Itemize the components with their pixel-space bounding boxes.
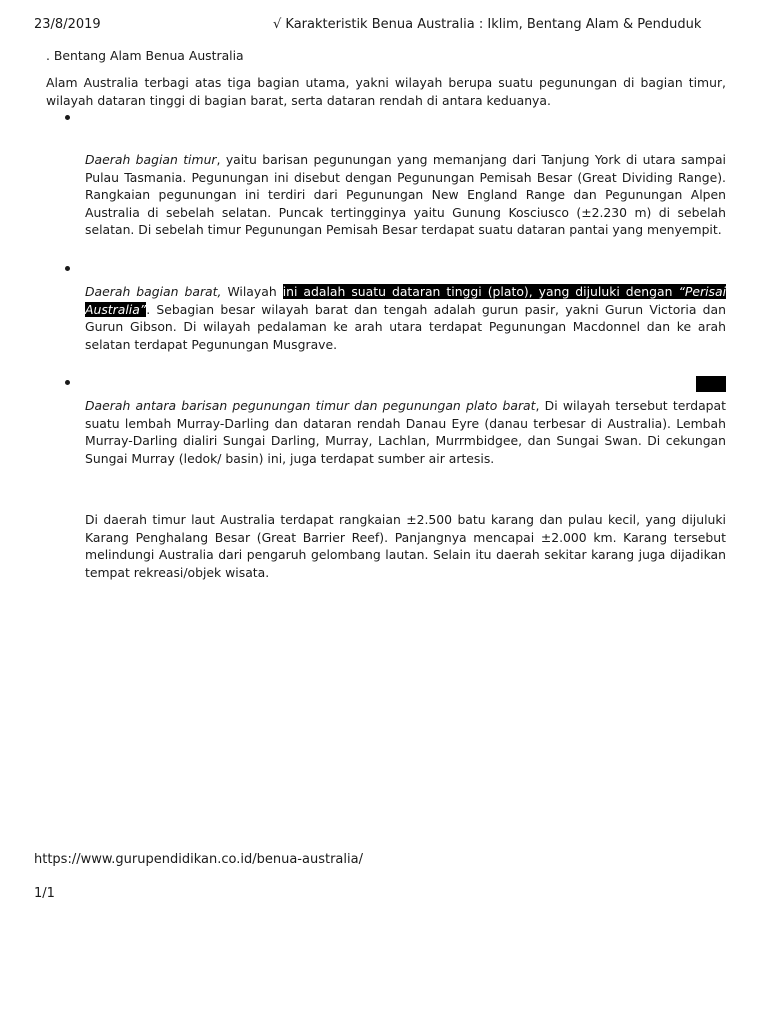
item-text: , yaitu barisan pegunungan yang memanjang dari Tanjung York di utara sampai Pulau Tasmania. Pegunungan ini disebut dengan Pegunungan Pemisah Besar (Great Dividing Range). Rangkaian pegunungan ini terdiri dari Pegunungan New England Range dan Pegunungan Alpen Australia di sebelah selatan. Puncak tertingginya yaitu Gunung Kosciusco (±2.230 m) di sebelah selatan. Di sebelah timur Pegunungan Pemisah Besar terdapat suatu dataran pantai yang menyempit. (85, 152, 726, 238)
item-text: , Di wilayah tersebut terdapat suatu lembah Murray-Darling dan dataran rendah Danau Eyre (danau terbesar di Australia). Lembah Murray-Darling dialiri Sungai Darling, Murray, Lachlan, Murrmbidgee, dan Sungai Swan. Di cekungan Sungai Murray (ledok/ basin) ini, juga terdapat sumber air artesis. (85, 398, 726, 466)
bullet-marker (65, 115, 73, 123)
bullet-marker (65, 266, 73, 274)
list-item-middle (85, 397, 726, 467)
intro-paragraph: Alam Australia terbagi atas tiga bagian utama, yakni wilayah berupa suatu pegunungan di bagian timur, wilayah dataran tinggi di bagian barat, serta dataran rendah di antara keduanya. (46, 75, 726, 108)
bullet-marker (65, 380, 73, 388)
list-item-west (85, 283, 726, 353)
item-text: . Sebagian besar wilayah barat dan tengah adalah gurun pasir, yakni Gurun Victoria dan Gurun Gibson. Di wilayah pedalaman ke arah utara terdapat Pegunungan Macdonnel dan ke arah selatan terdapat Pegunungan Musgrave. (85, 301, 726, 352)
page-number: 1/1 (34, 886, 55, 901)
redaction-box (696, 376, 726, 392)
highlighted-em-text: “Perisai Australia” (85, 284, 727, 317)
item-lead: Daerah antara barisan pegunungan timur dan pegunungan plato barat (85, 398, 536, 413)
closing-paragraph: Di daerah timur laut Australia terdapat rangkaian ±2.500 batu karang dan pulau kecil, yang dijuluki Karang Penghalang Besar (Great Barrier Reef). Panjangnya mencapai ±2.000 km. Karang tersebut melindungi Australia dari pengaruh gelombang lautan. Selain itu daerah sekitar karang juga dijadikan tempat rekreasi/objek wisata. (85, 512, 726, 580)
section-heading: . Bentang Alam Benua Australia (46, 48, 244, 63)
item-lead: Daerah bagian barat, (85, 284, 222, 299)
header-date: 23/8/2019 (34, 17, 101, 32)
header-title: √ Karakteristik Benua Australia : Iklim, Bentang Alam & Penduduk (273, 17, 702, 32)
item-pre: Wilayah (221, 284, 283, 299)
item-lead: Daerah bagian timur (85, 152, 217, 167)
footer-url[interactable]: https://www.gurupendidikan.co.id/benua-australia/ (34, 852, 363, 867)
list-item-east (85, 151, 726, 239)
highlighted-text: ini adalah suatu dataran tinggi (plato), yang dijuluki dengan (282, 284, 679, 299)
